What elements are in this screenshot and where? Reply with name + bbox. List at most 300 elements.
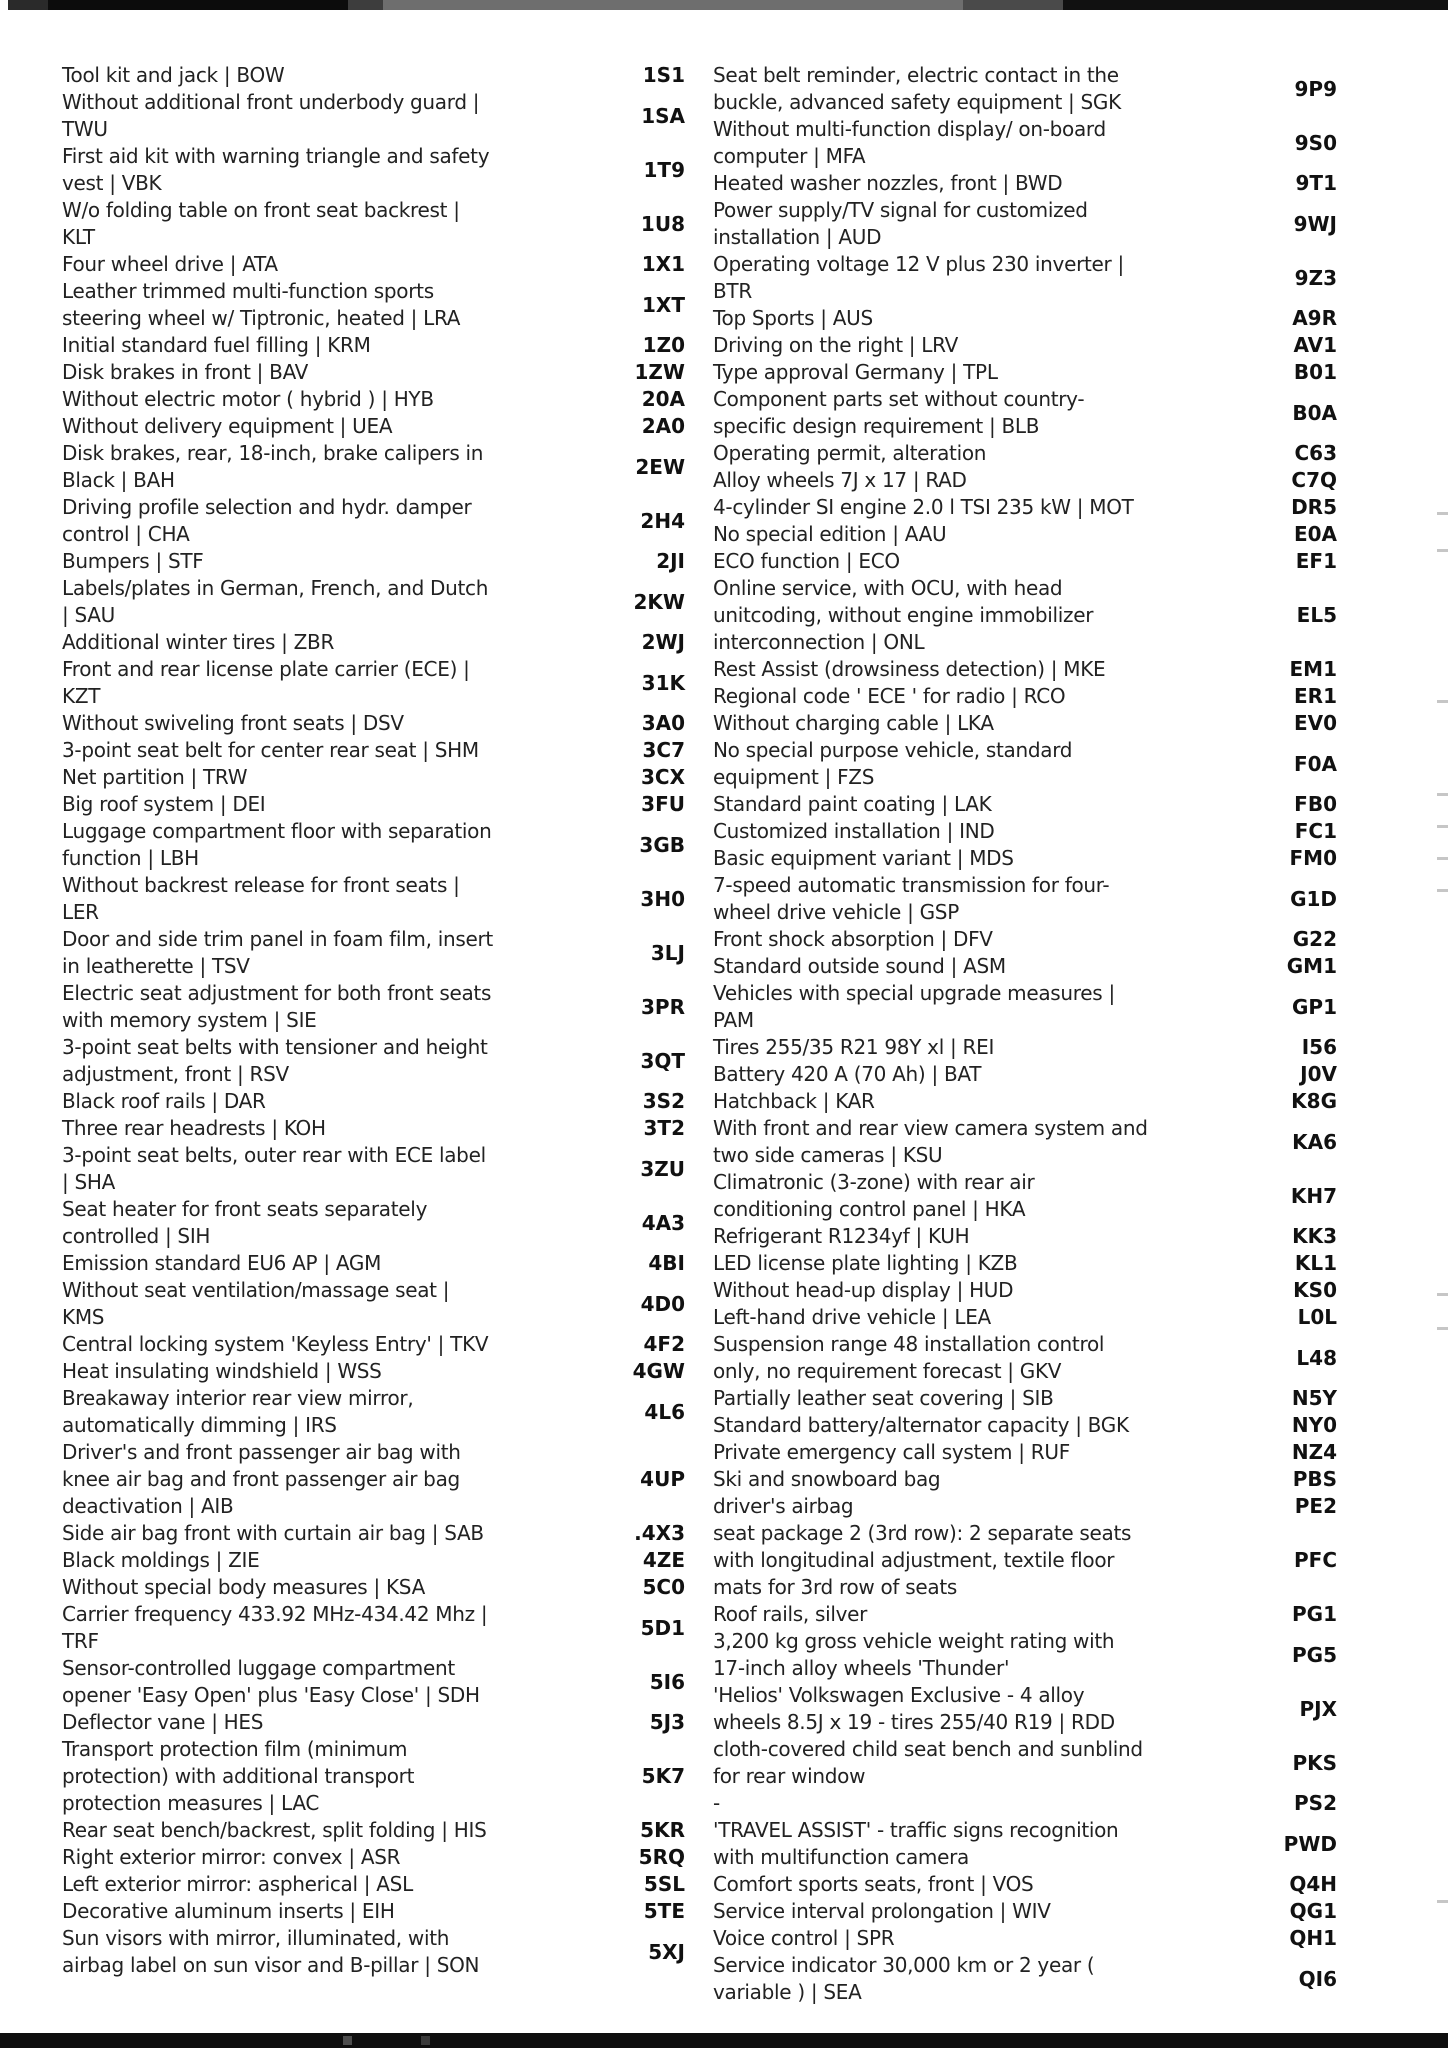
equipment-description: Net partition | TRW xyxy=(62,765,248,789)
equipment-row xyxy=(713,359,1337,386)
scan-artifact xyxy=(1437,512,1448,515)
equipment-description: No special purpose vehicle, standard equipment | FZS xyxy=(713,738,1073,789)
equipment-description: Rest Assist (drowsiness detection) | MKE xyxy=(713,657,1106,681)
equipment-description: Black roof rails | DAR xyxy=(62,1089,266,1113)
equipment-code: 3FU xyxy=(641,792,685,816)
equipment-description: 4-cylinder SI engine 2.0 l TSI 235 kW | MOT xyxy=(713,495,1134,519)
equipment-code: B01 xyxy=(1293,360,1337,384)
equipment-description: Carrier frequency 433.92 MHz-434.42 Mhz | TRF xyxy=(62,1602,488,1653)
equipment-code: 5TE xyxy=(643,1899,685,1923)
equipment-row xyxy=(62,791,685,818)
scan-bar-segment xyxy=(348,0,383,10)
equipment-row xyxy=(62,1196,685,1250)
equipment-description: Without electric motor ( hybrid ) | HYB xyxy=(62,387,434,411)
equipment-code: ER1 xyxy=(1294,684,1337,708)
equipment-code: 9Z3 xyxy=(1294,265,1337,290)
equipment-code: 4F2 xyxy=(643,1332,685,1356)
equipment-list xyxy=(0,62,1337,2006)
equipment-code: 5SL xyxy=(643,1872,685,1896)
equipment-description: Basic equipment variant | MDS xyxy=(713,846,1014,870)
equipment-row xyxy=(713,332,1337,359)
equipment-code: FB0 xyxy=(1294,792,1337,816)
equipment-row xyxy=(713,1061,1337,1088)
equipment-row xyxy=(62,629,685,656)
equipment-code: 4UP xyxy=(640,1467,685,1491)
equipment-row xyxy=(62,278,685,332)
equipment-description: Tires 255/35 R21 98Y xl | REI xyxy=(713,1035,995,1059)
equipment-row xyxy=(713,494,1337,521)
equipment-code: 3ZU xyxy=(640,1156,685,1181)
equipment-code: PG5 xyxy=(1292,1642,1337,1667)
equipment-row xyxy=(713,1466,1337,1493)
equipment-row xyxy=(62,1115,685,1142)
equipment-description: Door and side trim panel in foam film, insert in leatherette | TSV xyxy=(62,927,493,978)
equipment-code: 20A xyxy=(641,387,685,411)
equipment-row xyxy=(62,1736,685,1817)
equipment-description: Type approval Germany | TPL xyxy=(713,360,998,384)
equipment-description: Three rear headrests | KOH xyxy=(62,1116,326,1140)
equipment-row xyxy=(713,1736,1337,1790)
equipment-description: Transport protection film (minimum protection) with additional transport protection measures | LAC xyxy=(62,1737,415,1815)
equipment-description: Luggage compartment floor with separation function | LBH xyxy=(62,819,492,870)
equipment-description: Online service, with OCU, with head unitcoding, without engine immobilizer interconnection | ONL xyxy=(713,576,1094,654)
equipment-code: 2JI xyxy=(656,549,685,573)
equipment-code: PKS xyxy=(1292,1750,1337,1775)
equipment-description: Comfort sports seats, front | VOS xyxy=(713,1872,1034,1896)
equipment-row xyxy=(713,1790,1337,1817)
equipment-row xyxy=(713,683,1337,710)
equipment-description: Additional winter tires | ZBR xyxy=(62,630,335,654)
equipment-code: 1Z0 xyxy=(642,333,685,357)
equipment-description: 7-speed automatic transmission for four- wheel drive vehicle | GSP xyxy=(713,873,1110,924)
equipment-description: Front shock absorption | DFV xyxy=(713,927,993,951)
equipment-code: 3LJ xyxy=(650,940,685,965)
equipment-row xyxy=(62,1277,685,1331)
equipment-code: K8G xyxy=(1291,1089,1337,1113)
equipment-code: B0A xyxy=(1292,400,1337,425)
equipment-row xyxy=(62,1520,685,1547)
equipment-row xyxy=(62,980,685,1034)
equipment-code: 3GB xyxy=(639,832,685,857)
equipment-code: C7Q xyxy=(1291,468,1337,492)
equipment-code: PWD xyxy=(1283,1831,1337,1856)
equipment-row xyxy=(713,1925,1337,1952)
equipment-description: Big roof system | DEI xyxy=(62,792,266,816)
equipment-description: Operating voltage 12 V plus 230 inverter | BTR xyxy=(713,252,1124,303)
equipment-row xyxy=(713,305,1337,332)
equipment-description: With front and rear view camera system and two side cameras | KSU xyxy=(713,1116,1148,1167)
equipment-description: Standard battery/alternator capacity | BGK xyxy=(713,1413,1129,1437)
equipment-description: Private emergency call system | RUF xyxy=(713,1440,1070,1464)
equipment-code: PBS xyxy=(1292,1467,1337,1491)
equipment-description: Bumpers | STF xyxy=(62,549,204,573)
equipment-code: Q4H xyxy=(1289,1872,1337,1896)
equipment-code: 3CX xyxy=(640,765,685,789)
scan-artifact xyxy=(1437,857,1448,860)
equipment-description: 'Helios' Volkswagen Exclusive - 4 alloy wheels 8.5J x 19 - tires 255/40 R19 | RDD xyxy=(713,1683,1115,1734)
equipment-description: Alloy wheels 7J x 17 | RAD xyxy=(713,468,967,492)
equipment-description: Black moldings | ZIE xyxy=(62,1548,260,1572)
equipment-row xyxy=(62,440,685,494)
equipment-row xyxy=(62,1871,685,1898)
equipment-code: 1T9 xyxy=(643,157,685,182)
equipment-row xyxy=(713,1439,1337,1466)
equipment-description: Side air bag front with curtain air bag | SAB xyxy=(62,1521,484,1545)
equipment-row xyxy=(62,332,685,359)
equipment-code: DR5 xyxy=(1291,495,1337,519)
equipment-row xyxy=(62,1088,685,1115)
equipment-code: .4X3 xyxy=(634,1521,685,1545)
equipment-row xyxy=(62,764,685,791)
equipment-description: Without delivery equipment | UEA xyxy=(62,414,393,438)
equipment-code: 9P9 xyxy=(1294,76,1337,101)
equipment-description: Emission standard EU6 AP | AGM xyxy=(62,1251,382,1275)
equipment-row xyxy=(62,1601,685,1655)
equipment-description: Breakaway interior rear view mirror, automatically dimming | IRS xyxy=(62,1386,414,1437)
equipment-code: 1XT xyxy=(642,292,685,317)
equipment-row xyxy=(713,1682,1337,1736)
equipment-code: F0A xyxy=(1293,751,1337,776)
equipment-description: Top Sports | AUS xyxy=(713,306,873,330)
equipment-row xyxy=(62,494,685,548)
equipment-description: Service indicator 30,000 km or 2 year ( variable ) | SEA xyxy=(713,1953,1095,2004)
equipment-description: Standard outside sound | ASM xyxy=(713,954,1006,978)
equipment-row xyxy=(713,1115,1337,1169)
equipment-code: 4GW xyxy=(632,1359,685,1383)
equipment-description: Tool kit and jack | BOW xyxy=(62,63,285,87)
equipment-code: 3C7 xyxy=(642,738,685,762)
equipment-description: Initial standard fuel filling | KRM xyxy=(62,333,371,357)
equipment-code: QG1 xyxy=(1289,1899,1337,1923)
equipment-row xyxy=(62,1709,685,1736)
equipment-row xyxy=(713,1088,1337,1115)
equipment-row xyxy=(713,1034,1337,1061)
equipment-row xyxy=(62,1655,685,1709)
equipment-description: Disk brakes in front | BAV xyxy=(62,360,309,384)
equipment-row xyxy=(62,251,685,278)
equipment-description: Customized installation | IND xyxy=(713,819,995,843)
equipment-row xyxy=(713,386,1337,440)
equipment-row xyxy=(62,1385,685,1439)
equipment-description: Refrigerant R1234yf | KUH xyxy=(713,1224,970,1248)
equipment-code: PE2 xyxy=(1294,1494,1337,1518)
equipment-code: J0V xyxy=(1300,1062,1337,1086)
equipment-code: 1X1 xyxy=(641,252,685,276)
equipment-row xyxy=(62,548,685,575)
equipment-row xyxy=(62,710,685,737)
equipment-code: PG1 xyxy=(1292,1602,1337,1626)
equipment-code: FC1 xyxy=(1294,819,1337,843)
equipment-row xyxy=(713,170,1337,197)
equipment-code: EF1 xyxy=(1295,549,1337,573)
equipment-code: 9WJ xyxy=(1293,211,1337,236)
equipment-code: 3S2 xyxy=(642,1089,685,1113)
equipment-code: 3H0 xyxy=(640,886,685,911)
equipment-code: 4L6 xyxy=(644,1399,685,1424)
equipment-row xyxy=(713,1412,1337,1439)
equipment-code: 5KR xyxy=(640,1818,685,1842)
equipment-description: Operating permit, alteration xyxy=(713,441,987,465)
equipment-row xyxy=(62,737,685,764)
equipment-description: Seat belt reminder, electric contact in the buckle, advanced safety equipment | SGK xyxy=(713,63,1121,114)
equipment-description: Driving profile selection and hydr. damper control | CHA xyxy=(62,495,472,546)
equipment-code: 3A0 xyxy=(641,711,685,735)
scan-bar-segment xyxy=(0,0,8,10)
equipment-code: 4D0 xyxy=(640,1291,685,1316)
scan-bar-segment xyxy=(8,0,48,10)
equipment-description: Ski and snowboard bag xyxy=(713,1467,941,1491)
equipment-row xyxy=(62,359,685,386)
equipment-description: seat package 2 (3rd row): 2 separate seats with longitudinal adjustment, textile floor mats for 3rd row of seats xyxy=(713,1521,1132,1599)
equipment-code: EV0 xyxy=(1293,711,1337,735)
equipment-description: Service interval prolongation | WIV xyxy=(713,1899,1051,1923)
equipment-code: QH1 xyxy=(1289,1926,1337,1950)
equipment-description: Disk brakes, rear, 18-inch, brake calipers in Black | BAH xyxy=(62,441,484,492)
equipment-row xyxy=(62,62,685,89)
equipment-code: 4A3 xyxy=(641,1210,685,1235)
equipment-row xyxy=(62,926,685,980)
equipment-row xyxy=(713,845,1337,872)
equipment-description: Leather trimmed multi-function sports steering wheel w/ Tiptronic, heated | LRA xyxy=(62,279,461,330)
equipment-code: G22 xyxy=(1292,927,1337,951)
equipment-row xyxy=(713,440,1337,467)
equipment-code: QI6 xyxy=(1298,1966,1337,1991)
equipment-row xyxy=(713,1520,1337,1601)
equipment-code: KL1 xyxy=(1294,1251,1337,1275)
equipment-code: 1SA xyxy=(641,103,685,128)
equipment-row xyxy=(62,1898,685,1925)
equipment-row xyxy=(713,1169,1337,1223)
equipment-description: Driver's and front passenger air bag with knee air bag and front passenger air bag deactivation | AIB xyxy=(62,1440,461,1518)
equipment-description: Front and rear license plate carrier (ECE) | KZT xyxy=(62,657,470,708)
equipment-row xyxy=(62,1250,685,1277)
equipment-code: PS2 xyxy=(1294,1791,1337,1815)
equipment-row xyxy=(62,1547,685,1574)
equipment-row xyxy=(713,791,1337,818)
equipment-code: NY0 xyxy=(1291,1413,1337,1437)
equipment-row xyxy=(713,953,1337,980)
equipment-row xyxy=(62,1817,685,1844)
equipment-description: Suspension range 48 installation control only, no requirement forecast | GKV xyxy=(713,1332,1105,1383)
equipment-code: L48 xyxy=(1296,1345,1337,1370)
equipment-row xyxy=(62,89,685,143)
scan-artifact xyxy=(1437,1293,1448,1296)
equipment-row xyxy=(713,548,1337,575)
bottom-scan-bar xyxy=(0,2033,1448,2048)
scan-artifact xyxy=(1437,1327,1448,1330)
equipment-description: - xyxy=(713,1791,720,1815)
equipment-description: Central locking system 'Keyless Entry' | TKV xyxy=(62,1332,489,1356)
equipment-row xyxy=(713,521,1337,548)
equipment-row xyxy=(62,872,685,926)
equipment-code: 5C0 xyxy=(642,1575,685,1599)
equipment-row xyxy=(713,575,1337,656)
scan-artifact xyxy=(1437,793,1448,796)
equipment-row xyxy=(713,656,1337,683)
equipment-row xyxy=(62,1034,685,1088)
equipment-description: Battery 420 A (70 Ah) | BAT xyxy=(713,1062,982,1086)
equipment-code: 2KW xyxy=(633,589,685,614)
equipment-description: W/o folding table on front seat backrest | KLT xyxy=(62,198,460,249)
equipment-code: 2H4 xyxy=(640,508,685,533)
equipment-code: 5RQ xyxy=(638,1845,685,1869)
equipment-code: NZ4 xyxy=(1291,1440,1337,1464)
equipment-code: E0A xyxy=(1293,522,1337,546)
equipment-row xyxy=(713,251,1337,305)
equipment-row xyxy=(713,1871,1337,1898)
equipment-row xyxy=(62,1439,685,1520)
equipment-code: PFC xyxy=(1294,1548,1337,1572)
right-column xyxy=(713,62,1337,2006)
equipment-code: EM1 xyxy=(1289,657,1337,681)
equipment-row xyxy=(713,1601,1337,1628)
equipment-description: 3,200 kg gross vehicle weight rating with 17-inch alloy wheels 'Thunder' xyxy=(713,1629,1115,1680)
equipment-description: Rear seat bench/backrest, split folding | HIS xyxy=(62,1818,487,1842)
equipment-code: A9R xyxy=(1292,306,1337,330)
left-column xyxy=(62,62,685,1979)
equipment-row xyxy=(713,737,1337,791)
equipment-code: FM0 xyxy=(1289,846,1337,870)
equipment-description: Without swiveling front seats | DSV xyxy=(62,711,404,735)
equipment-description: Without seat ventilation/massage seat | KMS xyxy=(62,1278,450,1329)
equipment-code: 9S0 xyxy=(1294,130,1337,155)
top-scan-bar xyxy=(0,0,1448,10)
equipment-code: 5I6 xyxy=(649,1669,685,1694)
equipment-description: Heat insulating windshield | WSS xyxy=(62,1359,382,1383)
equipment-description: Partially leather seat covering | SIB xyxy=(713,1386,1054,1410)
equipment-code: 4BI xyxy=(648,1251,685,1275)
equipment-row xyxy=(713,1223,1337,1250)
equipment-description: First aid kit with warning triangle and safety vest | VBK xyxy=(62,144,490,195)
equipment-description: driver's airbag xyxy=(713,1494,854,1518)
equipment-description: Without multi-function display/ on-board computer | MFA xyxy=(713,117,1106,168)
equipment-row xyxy=(62,1844,685,1871)
equipment-code: 31K xyxy=(641,670,685,695)
equipment-code: N5Y xyxy=(1291,1386,1337,1410)
equipment-code: G1D xyxy=(1290,886,1337,911)
equipment-code: EL5 xyxy=(1296,603,1337,627)
equipment-row xyxy=(713,980,1337,1034)
equipment-code: GP1 xyxy=(1292,994,1337,1019)
equipment-row xyxy=(713,1628,1337,1682)
equipment-code: 5K7 xyxy=(641,1764,685,1788)
equipment-row xyxy=(62,1331,685,1358)
equipment-row xyxy=(713,1277,1337,1304)
equipment-code: 3PR xyxy=(641,994,685,1019)
equipment-row xyxy=(713,116,1337,170)
equipment-description: Left exterior mirror: aspherical | ASL xyxy=(62,1872,413,1896)
equipment-row xyxy=(713,467,1337,494)
equipment-row xyxy=(713,926,1337,953)
equipment-description: Without additional front underbody guard | TWU xyxy=(62,90,480,141)
equipment-description: Driving on the right | LRV xyxy=(713,333,959,357)
equipment-code: KH7 xyxy=(1290,1183,1337,1208)
equipment-code: KK3 xyxy=(1292,1224,1337,1248)
scan-bar-segment xyxy=(383,0,963,10)
equipment-code: 1ZW xyxy=(634,360,685,384)
equipment-description: Heated washer nozzles, front | BWD xyxy=(713,171,1063,195)
equipment-code: L0L xyxy=(1297,1305,1337,1329)
scan-bar-segment xyxy=(48,0,348,10)
equipment-row xyxy=(62,197,685,251)
equipment-row xyxy=(713,818,1337,845)
equipment-row xyxy=(713,710,1337,737)
equipment-code: GM1 xyxy=(1286,954,1337,978)
equipment-row xyxy=(713,1817,1337,1871)
equipment-row xyxy=(713,872,1337,926)
equipment-description: Regional code ' ECE ' for radio | RCO xyxy=(713,684,1066,708)
equipment-description: ECO function | ECO xyxy=(713,549,900,573)
equipment-code: 1U8 xyxy=(640,211,685,236)
equipment-description: Sun visors with mirror, illuminated, with airbag label on sun visor and B-pillar | SON xyxy=(62,1926,480,1977)
scan-artifact xyxy=(1437,1900,1448,1903)
equipment-code: C63 xyxy=(1294,441,1337,465)
equipment-row xyxy=(713,1385,1337,1412)
equipment-description: Voice control | SPR xyxy=(713,1926,895,1950)
equipment-description: Power supply/TV signal for customized installation | AUD xyxy=(713,198,1088,249)
equipment-description: No special edition | AAU xyxy=(713,522,947,546)
equipment-row xyxy=(713,1898,1337,1925)
equipment-row xyxy=(62,143,685,197)
equipment-row xyxy=(713,1952,1337,2006)
equipment-row xyxy=(62,818,685,872)
equipment-code: 9T1 xyxy=(1295,171,1337,195)
equipment-row xyxy=(713,197,1337,251)
equipment-description: Roof rails, silver xyxy=(713,1602,868,1626)
equipment-description: 3-point seat belt for center rear seat | SHM xyxy=(62,738,479,762)
scan-bar-segment xyxy=(963,0,1063,10)
equipment-code: 1S1 xyxy=(642,63,685,87)
equipment-row xyxy=(62,575,685,629)
equipment-description: Sensor-controlled luggage compartment opener 'Easy Open' plus 'Easy Close' | SDH xyxy=(62,1656,480,1707)
equipment-row xyxy=(713,1304,1337,1331)
equipment-description: Seat heater for front seats separately controlled | SIH xyxy=(62,1197,428,1248)
equipment-description: 'TRAVEL ASSIST' - traffic signs recognition with multifunction camera xyxy=(713,1818,1119,1869)
scan-artifact xyxy=(1437,549,1448,552)
equipment-row xyxy=(713,1331,1337,1385)
equipment-description: Without head-up display | HUD xyxy=(713,1278,1014,1302)
equipment-description: Without special body measures | KSA xyxy=(62,1575,425,1599)
equipment-row xyxy=(62,413,685,440)
equipment-row xyxy=(713,1250,1337,1277)
equipment-row xyxy=(62,1142,685,1196)
equipment-description: 3-point seat belts, outer rear with ECE label | SHA xyxy=(62,1143,486,1194)
equipment-code: 3QT xyxy=(640,1048,685,1073)
equipment-description: Four wheel drive | ATA xyxy=(62,252,278,276)
equipment-description: Standard paint coating | LAK xyxy=(713,792,992,816)
equipment-code: I56 xyxy=(1301,1035,1337,1059)
equipment-code: 4ZE xyxy=(642,1548,685,1572)
scan-artifact xyxy=(1437,889,1448,892)
equipment-row xyxy=(62,1358,685,1385)
equipment-code: KS0 xyxy=(1293,1278,1337,1302)
equipment-description: Left-hand drive vehicle | LEA xyxy=(713,1305,991,1329)
equipment-description: Electric seat adjustment for both front seats with memory system | SIE xyxy=(62,981,492,1032)
equipment-code: 5J3 xyxy=(649,1710,685,1734)
equipment-description: Without backrest release for front seats | LER xyxy=(62,873,460,924)
equipment-description: cloth-covered child seat bench and sunblind for rear window xyxy=(713,1737,1143,1788)
equipment-code: 5D1 xyxy=(640,1615,685,1640)
equipment-row xyxy=(713,1493,1337,1520)
equipment-code: 5XJ xyxy=(648,1939,685,1964)
equipment-row xyxy=(713,62,1337,116)
equipment-code: 2EW xyxy=(635,454,685,479)
equipment-row xyxy=(62,656,685,710)
scan-bar-segment xyxy=(1063,0,1448,10)
equipment-row xyxy=(62,1925,685,1979)
equipment-code: PJX xyxy=(1299,1696,1337,1721)
scan-bar-notch xyxy=(343,2036,352,2045)
